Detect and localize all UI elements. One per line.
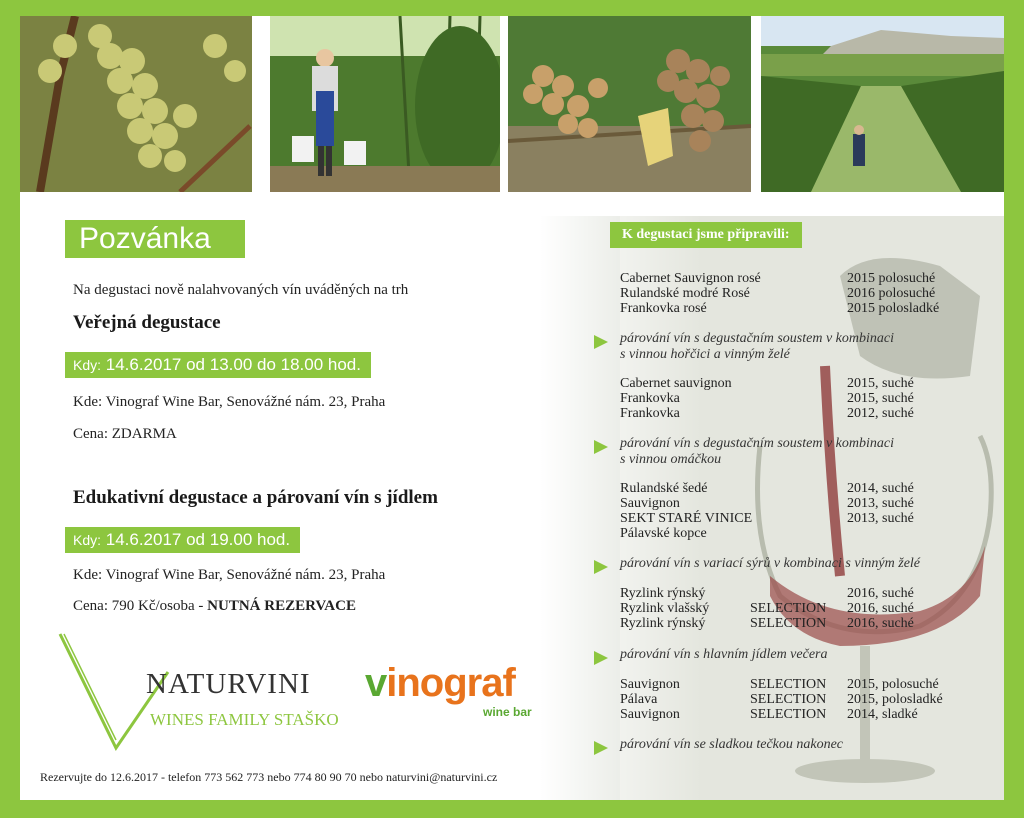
wine-year: 2015, polosladké: [847, 692, 943, 707]
wine-name: Ryzlink rýnský: [620, 616, 706, 631]
wine-name: Ryzlink rýnský: [620, 586, 706, 601]
event-2-when: [65, 527, 300, 553]
wine-group-4: [620, 586, 980, 631]
event-1-price-label: Cena:: [73, 426, 108, 442]
wine-row: [620, 286, 980, 301]
wine-selection: SELECTION: [750, 601, 827, 616]
wine-name: Cabernet sauvignon: [620, 376, 732, 391]
wine-year: 2015 polosuché: [847, 271, 936, 286]
wine-name: Sauvignon: [620, 496, 680, 511]
wine-row: [620, 406, 980, 421]
wine-year: 2013, suché: [847, 511, 914, 526]
wine-name: Cabernet Sauvignon rosé: [620, 271, 761, 286]
photo-vineyard-worker: [270, 16, 500, 192]
wine-name: Frankovka rosé: [620, 301, 707, 316]
invitation-card: [20, 16, 1004, 800]
pairing-text: [620, 436, 894, 468]
wine-row: [620, 301, 980, 316]
pairing-text: párování vín s variací sýrů v kombinaci s vinným želé: [620, 556, 921, 571]
vinograf-wordmark: [365, 661, 515, 706]
event-2-where: Kde: Vinograf Wine Bar, Senovážné nám. 23, Praha: [73, 567, 386, 583]
wine-name: Rulandské modré Rosé: [620, 286, 750, 301]
pairing-text: [620, 331, 894, 363]
wine-year: 2015, suché: [847, 391, 914, 406]
vinograf-subtitle: wine bar: [483, 705, 532, 719]
wine-group-3: [620, 481, 980, 541]
wine-selection: SELECTION: [750, 616, 827, 631]
event-2-when-value: 14.6.2017 od 19.00 hod.: [105, 530, 291, 549]
wine-selection: SELECTION: [750, 677, 827, 692]
vinograf-logo: [365, 661, 545, 721]
wine-row: [620, 677, 980, 692]
pairing-line: párování vín s degustačním soustem v kombinaci: [620, 436, 894, 451]
arrow-right-icon: [594, 440, 608, 454]
page-title: Pozvánka: [65, 220, 245, 258]
wine-name: SEKT STARÉ VINICE: [620, 511, 753, 526]
wine-year: 2015, suché: [847, 376, 914, 391]
naturvini-name: NATURVINI: [146, 668, 311, 700]
wine-year: 2012, suché: [847, 406, 914, 421]
wine-name: Rulandské šedé: [620, 481, 708, 496]
event-1-heading: Veřejná degustace: [73, 312, 221, 333]
menu-heading: K degustaci jsme připravili:: [610, 222, 802, 248]
vinograf-rest: inograf: [386, 661, 515, 705]
wine-name: Pálavské kopce: [620, 526, 707, 541]
photo-vineyard-rows: [761, 16, 1004, 192]
wine-year: 2014, suché: [847, 481, 914, 496]
wine-year: 2016, suché: [847, 586, 914, 601]
event-2-when-label: Kdy:: [73, 532, 102, 548]
wine-year: 2016 polosuché: [847, 286, 936, 301]
wine-name: Sauvignon: [620, 707, 680, 722]
wine-selection: SELECTION: [750, 692, 827, 707]
wine-year: 2015, polosuché: [847, 677, 939, 692]
wine-name: Ryzlink vlašský: [620, 601, 710, 616]
wine-year: 2014, sladké: [847, 707, 918, 722]
wine-row: [620, 271, 980, 286]
wine-row: [620, 707, 980, 722]
vinograf-v: v: [365, 661, 387, 705]
pairing-line: s vinnou hořčici a vinným želé: [620, 347, 790, 362]
wine-group-5: [620, 677, 980, 722]
arrow-right-icon: [594, 335, 608, 349]
wine-row: [620, 692, 980, 707]
naturvini-subtitle: WINES FAMILY STAŠKO: [150, 710, 339, 729]
wine-row: [620, 586, 980, 601]
wine-year: 2016, suché: [847, 601, 914, 616]
event-1-when-label: Kdy:: [73, 357, 102, 373]
photo-white-grapes: [20, 16, 252, 192]
event-1-price: [73, 426, 177, 443]
wine-year: 2015 polosladké: [847, 301, 940, 316]
event-1-price-value: ZDARMA: [111, 426, 177, 442]
event-1-where: Kde: Vinograf Wine Bar, Senovážné nám. 23, Praha: [73, 394, 386, 410]
event-2-reservation-note: NUTNÁ REZERVACE: [207, 598, 356, 614]
contact-line: Rezervujte do 12.6.2017 - telefon 773 562 773 nebo 774 80 90 70 nebo naturvini@naturvini.cz: [40, 770, 498, 784]
arrow-right-icon: [594, 560, 608, 574]
wine-selection: SELECTION: [750, 707, 827, 722]
wine-name: Sauvignon: [620, 677, 680, 692]
event-2-heading: Edukativní degustace a párovaní vín s jídlem: [73, 487, 438, 508]
event-2-price: [73, 598, 356, 615]
pairing-line: párování vín s degustačním soustem v kombinaci: [620, 331, 894, 346]
wine-row: [620, 526, 980, 541]
wine-name: Frankovka: [620, 391, 680, 406]
event-1-when: [65, 352, 371, 378]
photo-ripe-grapes: [508, 16, 751, 192]
arrow-right-icon: [594, 741, 608, 755]
event-1-when-value: 14.6.2017 od 13.00 do 18.00 hod.: [105, 355, 361, 374]
wine-row: [620, 376, 980, 391]
wine-group-1: [620, 271, 980, 316]
wine-row: [620, 481, 980, 496]
event-2-price-value: 790 Kč/osoba -: [111, 598, 208, 614]
pairing-text: párování vín se sladkou tečkou nakonec: [620, 737, 844, 752]
arrow-right-icon: [594, 651, 608, 665]
wine-row: [620, 601, 980, 616]
naturvini-logo: [58, 632, 348, 752]
pairing-text: párování vín s hlavním jídlem večera: [620, 647, 828, 662]
wine-year: 2013, suché: [847, 496, 914, 511]
event-2-price-label: Cena:: [73, 598, 108, 614]
wine-row: [620, 391, 980, 406]
wine-row: [620, 616, 980, 631]
wine-name: Pálava: [620, 692, 658, 707]
wine-name: Frankovka: [620, 406, 680, 421]
pairing-line: s vinnou omáčkou: [620, 452, 722, 467]
wine-row: [620, 511, 980, 526]
wine-group-2: [620, 376, 980, 421]
intro-text: Na degustaci nově nalahvovaných vín uváděných na trh: [73, 282, 409, 298]
wine-row: [620, 496, 980, 511]
wine-year: 2016, suché: [847, 616, 914, 631]
